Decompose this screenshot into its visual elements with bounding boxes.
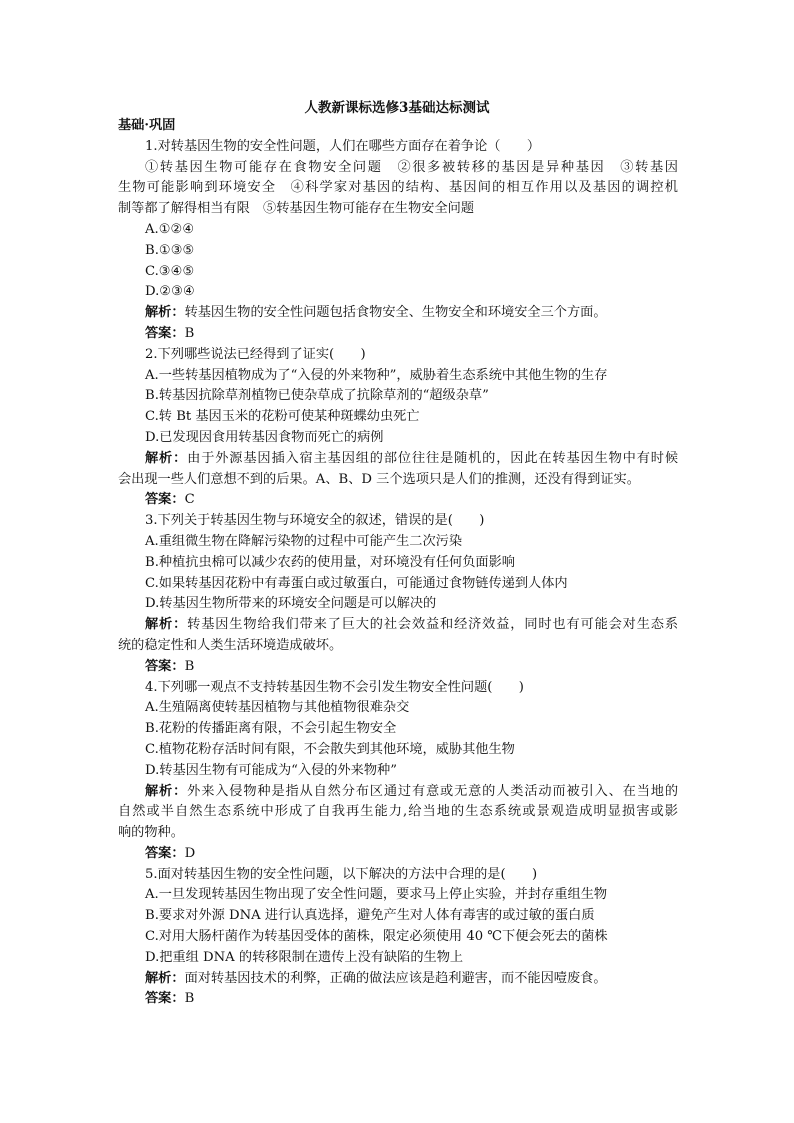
analysis-label: 解析： xyxy=(145,783,188,799)
section-heading: 基础·巩固 xyxy=(118,118,176,133)
answer-option: D.转基因生物所带来的环境安全问题是可以解决的 xyxy=(145,596,437,612)
analysis-line xyxy=(118,802,678,823)
analysis-text: 统的稳定性和人类生活环境造成破坏。 xyxy=(118,637,343,653)
answer-value: B xyxy=(184,991,195,1007)
answer-line xyxy=(118,844,678,865)
analysis-text: 转基因生物的安全性问题包括食物安全、生物安全和环境安全三个方面。 xyxy=(184,305,607,321)
answer-value: D xyxy=(184,845,196,861)
answer-option: B.花粉的传播距离有限，不会引起生物安全 xyxy=(145,721,397,737)
analysis-label: 解析： xyxy=(145,970,185,986)
answer-option: D.转基因生物有可能成为“入侵的外来物种” xyxy=(145,762,397,778)
analysis-line xyxy=(118,969,678,990)
answer-line xyxy=(118,324,678,345)
answer-option: B.转基因抗除草剂植物已使杂草成了抗除草剂的“超级杂草” xyxy=(145,388,489,404)
answer-line xyxy=(118,989,678,1010)
answer-label: 答案： xyxy=(145,845,185,861)
answer-option: B.要求对外源 DNA 进行认真选择，避免产生对人体有毒害的或过敏的蛋白质 xyxy=(145,908,595,924)
question-stem: 5.面对转基因生物的安全性问题，以下解决的方法中合理的是( ) xyxy=(145,866,538,882)
analysis-text: 转基因生物给我们带来了巨大的社会效益和经济效益，同时也有可能会对生态系 xyxy=(187,617,679,633)
analysis-label: 解析： xyxy=(145,617,188,633)
analysis-line xyxy=(118,615,678,636)
answer-option: A.一旦发现转基因生物出现了安全性问题，要求马上停止实验，并封存重组生物 xyxy=(145,887,608,903)
analysis-line xyxy=(118,449,678,470)
question-statement-line: 生物可能影响到环境安全 ④科学家对基因的结构、基因间的相互作用以及基因的调控机 xyxy=(118,180,678,196)
answer-value: C xyxy=(184,492,195,508)
answer-label: 答案： xyxy=(145,991,185,1007)
analysis-text: 会出现一些人们意想不到的后果。A、B、D 三个选项只是人们的推测，还没有得到证实。 xyxy=(118,471,640,487)
answer-option: A.一些转基因植物成为了“入侵的外来物种”，威胁着生态系统中其他生物的生存 xyxy=(145,367,608,383)
analysis-text: 响的物种。 xyxy=(118,825,184,841)
answer-option: C.对用大肠杆菌作为转基因受体的菌株，限定必须使用 40 ℃下便会死去的菌株 xyxy=(145,929,608,945)
answer-line xyxy=(118,490,678,511)
analysis-text: 自然或半自然生态系统中形成了自我再生能力,给当地的生态系统或景观造成明显损害或影 xyxy=(118,804,678,820)
question-stem: 2.下列哪些说法已经得到了证实( ) xyxy=(145,346,366,362)
answer-option: D.把重组 DNA 的转移限制在遗传上没有缺陷的生物上 xyxy=(145,949,464,965)
answer-option: A.①②④ xyxy=(145,221,195,237)
analysis-line xyxy=(118,303,678,324)
answer-value: B xyxy=(184,325,195,341)
document-body xyxy=(118,116,678,1010)
analysis-line xyxy=(118,823,678,844)
analysis-label: 解析： xyxy=(145,305,185,321)
answer-option: D.②③④ xyxy=(145,284,195,300)
answer-label: 答案： xyxy=(145,492,185,508)
answer-option: C.③④⑤ xyxy=(145,263,195,279)
question-stem: 4.下列哪一观点不支持转基因生物不会引发生物安全性问题( ) xyxy=(145,679,524,695)
answer-option: C.植物花粉存活时间有限，不会散失到其他环境，威胁其他生物 xyxy=(145,741,515,757)
document-title: 人教新课标选修3基础达标测试 xyxy=(304,100,490,116)
question-stem: 1.对转基因生物的安全性问题，人们在哪些方面存在着争论（ ） xyxy=(145,138,541,154)
analysis-label: 解析： xyxy=(145,450,188,466)
answer-option: C.如果转基因花粉中有毒蛋白或过敏蛋白，可能通过食物链传递到人体内 xyxy=(145,575,568,591)
answer-label: 答案： xyxy=(145,325,185,341)
answer-option: D.已发现因食用转基因食物而死亡的病例 xyxy=(145,429,384,445)
question-statement-line: ①转基因生物可能存在食物安全问题 ②很多被转移的基因是异种基因 ③转基因 xyxy=(145,159,678,175)
analysis-line xyxy=(118,782,678,803)
answer-option: A.生殖隔离使转基因植物与其他植物很难杂交 xyxy=(145,700,410,716)
answer-option: B.①③⑤ xyxy=(145,242,195,258)
analysis-text: 外来入侵物种是指从自然分布区通过有意或无意的人类活动而被引入、在当地的 xyxy=(187,783,679,799)
analysis-line xyxy=(118,636,678,657)
question-statement-line: 制等都了解得相当有限 ⑤转基因生物可能存在生物安全问题 xyxy=(118,201,475,217)
analysis-line xyxy=(118,470,678,491)
question-stem: 3.下列关于转基因生物与环境安全的叙述，错误的是( ) xyxy=(145,513,485,529)
answer-option: A.重组微生物在降解污染物的过程中可能产生二次污染 xyxy=(145,533,463,549)
answer-line xyxy=(118,657,678,678)
answer-label: 答案： xyxy=(145,658,185,674)
analysis-text: 由于外源基因插入宿主基因组的部位往往是随机的，因此在转基因生物中有时候 xyxy=(187,450,679,466)
answer-value: B xyxy=(184,658,195,674)
analysis-text: 面对转基因技术的利弊，正确的做法应该是趋利避害，而不能因噎废食。 xyxy=(184,970,607,986)
answer-option: C.转 Bt 基因玉米的花粉可使某种斑蝶幼虫死亡 xyxy=(145,409,420,425)
answer-option: B.种植抗虫棉可以减少农药的使用量，对环境没有任何负面影响 xyxy=(145,554,515,570)
